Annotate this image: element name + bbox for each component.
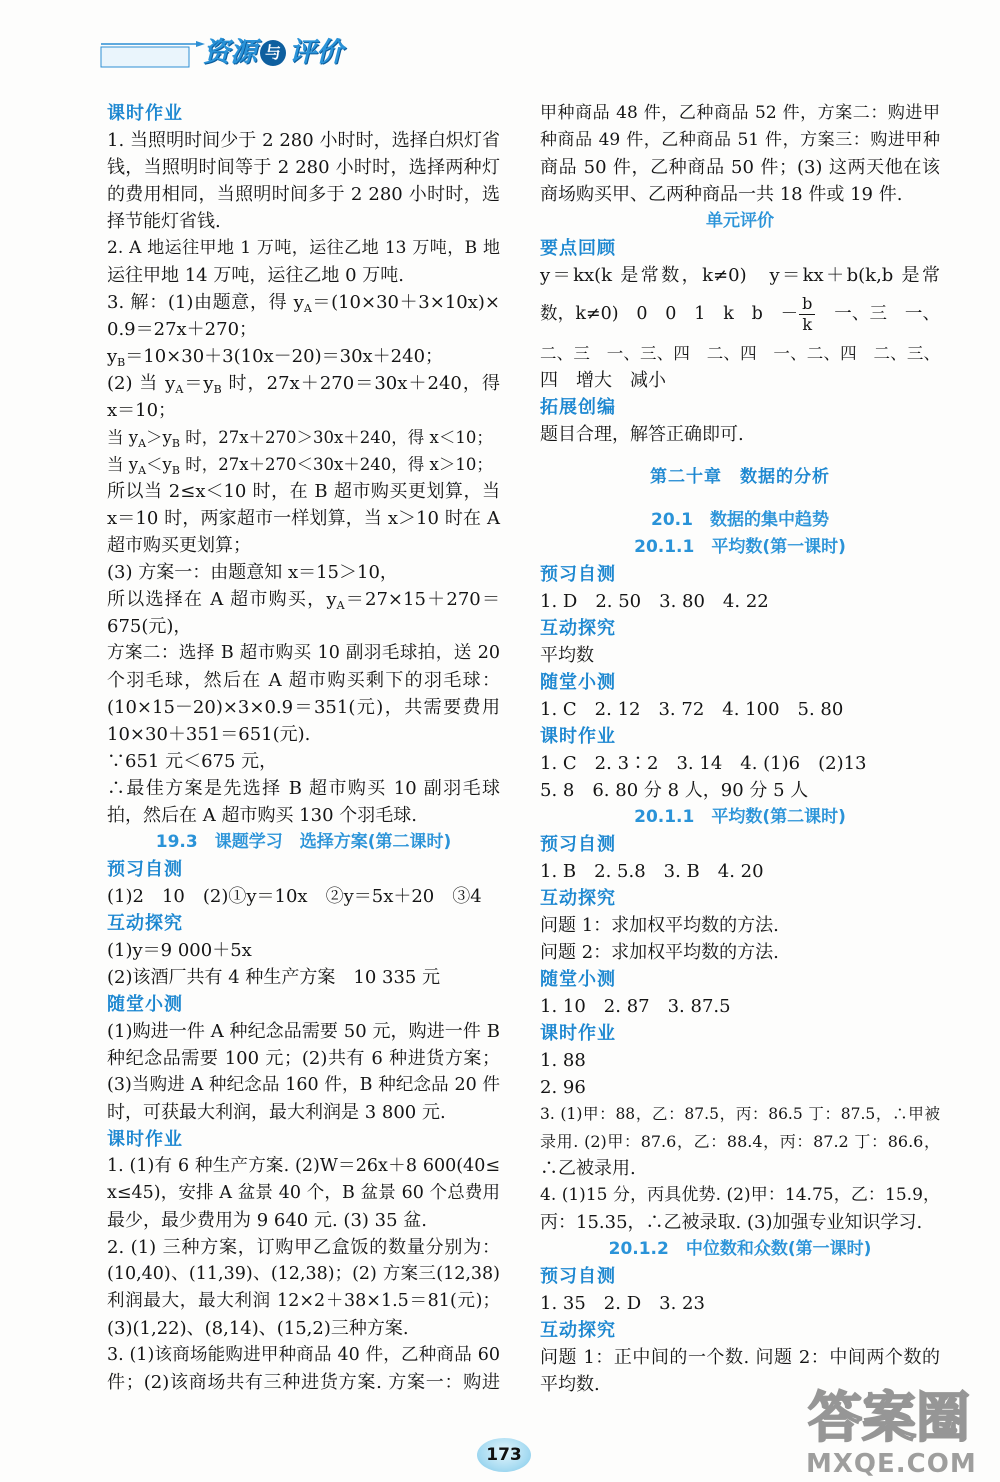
answer-line: ∴乙被录用. — [540, 1158, 636, 1179]
answer-line: 平均数 — [540, 645, 594, 666]
answer-line: (2)该酒厂共有 4 种生产方案 10 335 元 — [107, 967, 441, 988]
fraction-numerator: b — [799, 296, 815, 315]
section-heading: 互动探究 — [540, 888, 616, 909]
subscript: A — [175, 383, 184, 396]
section-heading: 互动探究 — [540, 618, 616, 639]
answer-line: (3)当购进 A 种纪念品 160 件，B 种纪念品 20 件 — [107, 1075, 500, 1095]
answer-line: 1. 当照明时间少于 2 280 小时时，选择白炽灯省 — [107, 130, 500, 151]
left-column — [107, 100, 500, 1396]
fraction — [799, 296, 815, 333]
answer-line: x＝10 时，两家超市一样划算，当 x＞10 时在 A — [107, 508, 500, 529]
answer-line: 10×30＋351＝651(元). — [107, 724, 311, 745]
subscript: B — [171, 437, 180, 450]
answer-line: 问题 2：求加权平均数的方法. — [540, 942, 779, 963]
subscript: A — [138, 464, 147, 477]
section-heading: 课时作业 — [540, 726, 616, 747]
answer-line: 超市购买更划算； — [107, 535, 251, 556]
section-heading: 互动探究 — [107, 913, 183, 934]
answer-line: 题目合理，解答正确即可. — [540, 424, 744, 445]
answer-line: 1. C 2. 3∶2 3. 14 4. (1)6 (2)13 — [540, 753, 867, 774]
text-run: 时，27x＋270＝30x＋240，得 — [221, 373, 501, 394]
answer-line: 675(元)， — [107, 616, 192, 637]
answer-line: 1. D 2. 50 3. 80 4. 22 — [540, 591, 769, 612]
answer-line: (3)(1,22)、(8,14)、(15,2)三种方案. — [107, 1318, 409, 1339]
section-heading: 预习自测 — [540, 834, 616, 855]
answer-line: 二、三 一、三、四 二、四 一、二、四 二、三、 — [540, 344, 940, 363]
text-run: 时，27x＋270＜30x＋240，得 x＞10； — [179, 455, 493, 474]
answer-line: 件；(2)该商场共有三种进货方案. 方案一：购进 — [107, 1372, 500, 1393]
watermark-logo: 答案圈 — [808, 1386, 970, 1449]
answer-line: (1)2 10 (2)①y＝10x ②y＝5x＋20 ③4 — [107, 886, 482, 907]
answer-line: 1. B 2. 5.8 3. B 4. 20 — [540, 861, 764, 882]
lesson-title: 单元评价 — [706, 211, 774, 231]
page-number — [477, 1438, 531, 1472]
section-heading: 课时作业 — [107, 1129, 183, 1150]
answer-line: 4. (1)15 分，丙具优势. (2)甲：14.75，乙：15.9， — [540, 1185, 940, 1205]
text-run: 一、三 一、 — [816, 304, 941, 324]
fraction-denominator: k — [802, 315, 813, 334]
answer-line: 四 增大 减小 — [540, 370, 666, 391]
answer-line: 平均数. — [540, 1374, 600, 1395]
answer-line: 择节能灯省钱. — [107, 211, 221, 232]
chapter-title: 第二十章 数据的分析 — [650, 467, 830, 487]
text-run: 当 y — [107, 455, 139, 474]
answer-line: 录用. (2)甲：87.6，乙：88.4，丙：87.2 丁：86.6， — [540, 1132, 940, 1151]
section-heading: 随堂小测 — [540, 969, 616, 990]
answer-line: ∵651 元＜675 元， — [107, 751, 278, 772]
text-run: (2) 当 y — [107, 373, 176, 394]
text-run: 数，k≠0) 0 0 1 k b － — [540, 304, 799, 324]
right-column — [540, 100, 940, 1398]
lesson-title: 20.1 数据的集中趋势 — [651, 510, 829, 530]
text-run: 时，27x＋270＞30x＋240，得 x＜10； — [179, 428, 493, 447]
answer-line — [107, 451, 500, 478]
section-heading: 预习自测 — [107, 859, 183, 880]
answer-line: 甲种商品 48 件，乙种商品 52 件，方案二：购进甲 — [540, 103, 940, 123]
answer-line: 1. (1)有 6 种生产方案. (2)W＝26x＋8 600(40≤ — [107, 1156, 500, 1176]
section-heading: 随堂小测 — [540, 672, 616, 693]
answer-line — [540, 289, 940, 340]
answer-line: (1)购进一件 A 种纪念品需要 50 元，购进一件 B — [107, 1021, 500, 1042]
answer-line — [107, 424, 500, 451]
text-run: ＝y — [183, 373, 214, 394]
section-heading: 要点回顾 — [540, 238, 616, 259]
text-run: y — [107, 346, 118, 367]
answer-line: (1)y＝9 000＋5x — [107, 940, 252, 961]
watermark-site: MXQE.COM — [806, 1449, 977, 1479]
section-heading: 课时作业 — [540, 1023, 616, 1044]
answer-line: 问题 1：正中间的一个数. 问题 2：中间两个数的 — [540, 1347, 940, 1368]
answer-line: 钱，当照明时间等于 2 280 小时时，选择两种灯 — [107, 157, 500, 178]
section-heading: 课时作业 — [107, 103, 183, 124]
answer-line: 3. (1)甲：88，乙：87.5，丙：86.5 丁：87.5，∴甲被 — [540, 1105, 940, 1123]
brand-text-2: 评价 — [289, 37, 343, 68]
text-run: ＞y — [146, 428, 172, 447]
answer-line: (10,40)、(11,39)、(12,38)；(2) 方案三(12,38) — [107, 1264, 500, 1284]
answer-line: 方案二：选择 B 超市购买 10 副羽毛球拍，送 20 — [107, 643, 500, 663]
answer-line: 商品 50 件，乙种商品 50 件；(3) 这两天他在该 — [540, 157, 940, 178]
answer-line: x≤45)，安排 A 盆景 40 个，B 盆景 60 个总费用 — [107, 1183, 500, 1203]
answer-line: 5. 8 6. 80 分 8 人，90 分 5 人 — [540, 780, 809, 801]
answer-line: 1. 88 — [540, 1050, 586, 1071]
lesson-title: 19.3 课题学习 选择方案(第二课时) — [155, 832, 452, 852]
answer-line: 丙：15.35，∴乙被录取. (3)加强专业知识学习. — [540, 1212, 923, 1233]
subscript: B — [213, 383, 222, 396]
subscript: A — [138, 437, 147, 450]
answer-line: 2. (1) 三种方案，订购甲乙盒饭的数量分别为： — [107, 1237, 500, 1258]
subscript: A — [336, 599, 345, 612]
answer-line — [107, 586, 500, 613]
answer-line — [107, 370, 500, 397]
answer-line: (3) 方案一：由题意知 x＝15＞10， — [107, 562, 398, 583]
section-heading: 互动探究 — [540, 1320, 616, 1341]
answer-line: 种纪念品需要 100 元；(2)共有 6 种进货方案； — [107, 1048, 500, 1069]
section-heading: 随堂小测 — [107, 994, 183, 1015]
section-heading: 拓展创编 — [540, 397, 616, 418]
answer-line: 2. A 地运往甲地 1 万吨，运往乙地 13 万吨，B 地 — [107, 238, 500, 258]
answer-line: 3. (1)该商场能购进甲种商品 40 件，乙种商品 60 — [107, 1345, 500, 1365]
text-run: 3. 解：(1)由题意，得 y — [107, 292, 304, 313]
answer-line: 1. 35 2. D 3. 23 — [540, 1293, 705, 1314]
answer-line: 商场购买甲、乙两种商品一共 18 件或 19 件. — [540, 184, 903, 205]
subscript: A — [303, 302, 312, 315]
answer-line: x＝10； — [107, 400, 177, 421]
lesson-title: 20.1.1 平均数(第二课时) — [634, 807, 846, 827]
answer-line: 1. 10 2. 87 3. 87.5 — [540, 996, 731, 1017]
text-run: ＝10×30＋3(10x－20)＝30x＋240； — [125, 346, 444, 367]
answer-line: 的费用相同，当照明时间多于 2 280 小时时，选 — [107, 184, 500, 205]
subscript: B — [171, 464, 180, 477]
subscript: B — [117, 356, 126, 369]
answer-line: 2. 96 — [540, 1077, 586, 1098]
text-run: ＝(10×30＋3×10x)× — [311, 292, 500, 313]
lesson-title: 20.1.2 中位数和众数(第一课时) — [608, 1239, 872, 1259]
brand-text-1: 资源 — [203, 37, 257, 68]
answer-line: 所以当 2≤x＜10 时，在 B 超市购买更划算，当 — [107, 481, 500, 502]
text-run: 当 y — [107, 428, 139, 447]
header-arrow-icon — [100, 41, 210, 71]
answer-line: 问题 1：求加权平均数的方法. — [540, 915, 779, 936]
answer-line: 利润最大，最大利润 12×2＋38×1.5＝81(元)； — [107, 1291, 500, 1311]
text-run: ＝27×15＋270＝ — [344, 589, 500, 610]
answer-line: (10×15－20)×3×0.9＝351(元)，共需要费用 — [107, 697, 500, 718]
text-run: ＜y — [146, 455, 172, 474]
answer-line: 运往甲地 14 万吨，运往乙地 0 万吨. — [107, 265, 404, 286]
answer-line: y＝kx(k 是常数，k≠0) y＝kx＋b(k,b 是常 — [540, 265, 940, 286]
answer-line: 拍，然后在 A 超市购买 130 个羽毛球. — [107, 805, 417, 826]
brand-link-circle: 与 — [260, 40, 286, 66]
section-heading: 预习自测 — [540, 1266, 616, 1287]
answer-line — [107, 343, 500, 370]
answer-line: 最少，最少费用为 9 640 元. (3) 35 盆. — [107, 1210, 427, 1231]
answer-line — [107, 289, 500, 316]
answer-line: 0.9＝27x＋270； — [107, 319, 258, 340]
answer-line: 1. C 2. 12 3. 72 4. 100 5. 80 — [540, 699, 844, 720]
answer-line: ∴最佳方案是先选择 B 超市购买 10 副羽毛球 — [107, 778, 500, 799]
text-run: 所以选择在 A 超市购买，y — [107, 589, 337, 610]
answer-line: 种商品 49 件，乙种商品 51 件，方案三：购进甲种 — [540, 130, 940, 150]
answer-line: 时，可获最大利润，最大利润是 3 800 元. — [107, 1102, 446, 1123]
brand-logo — [203, 33, 343, 73]
section-heading: 预习自测 — [540, 564, 616, 585]
lesson-title: 20.1.1 平均数(第一课时) — [634, 537, 846, 557]
page-number-text: 173 — [486, 1445, 522, 1465]
answer-line: 个羽毛球，然后在 A 超市购买剩下的羽毛球： — [107, 670, 500, 691]
